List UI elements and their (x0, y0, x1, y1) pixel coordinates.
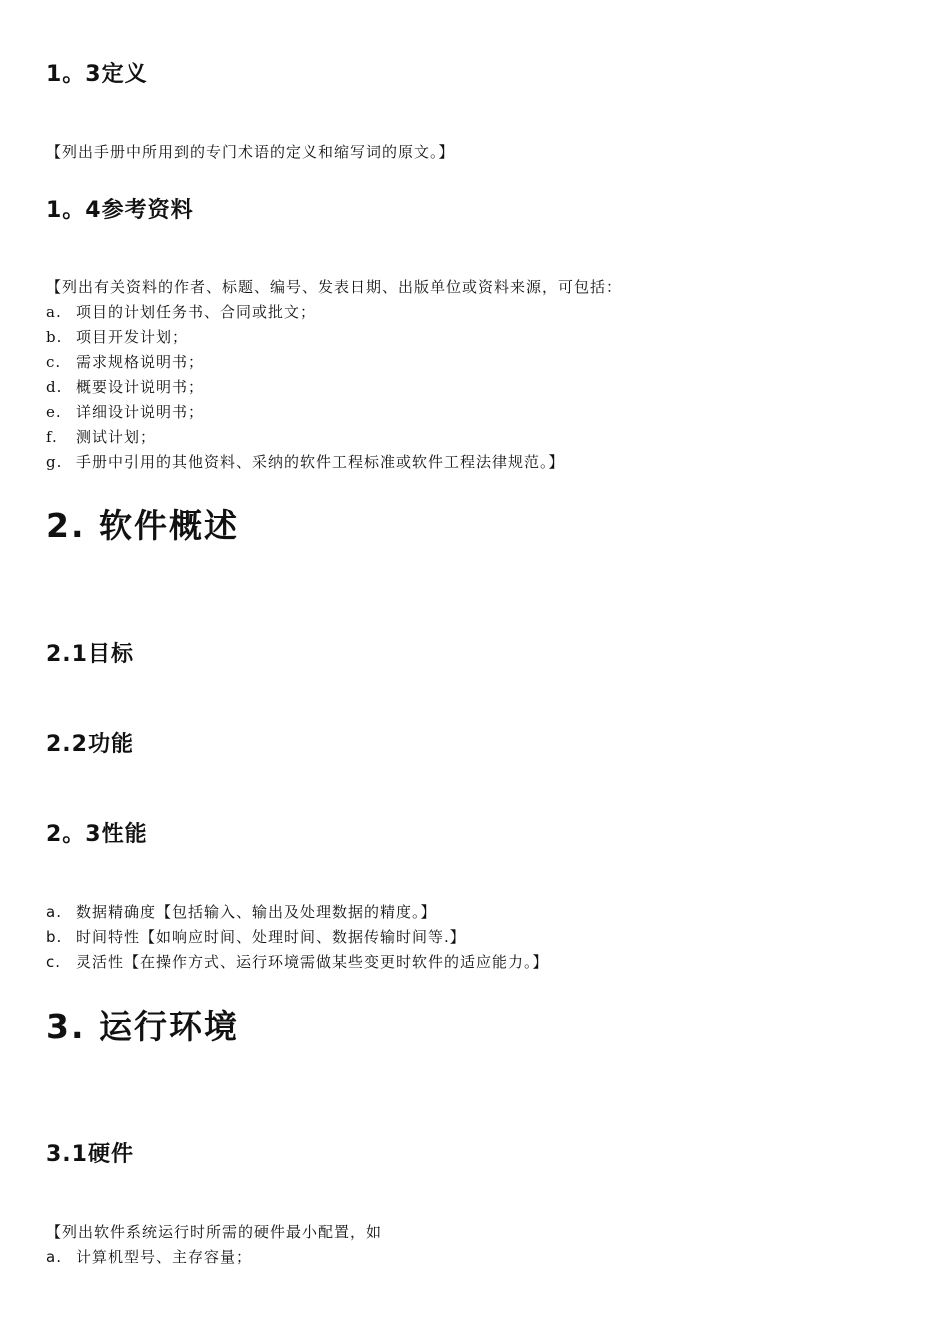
list-item-text: 项目的计划任务书、合同或批文； (76, 303, 317, 321)
list-item-text: 概要设计说明书； (76, 378, 205, 396)
list-item (46, 375, 622, 400)
performance-list (46, 900, 549, 975)
list-marker: e. (46, 403, 62, 421)
definitions-note: 【列出手册中所用到的专门术语的定义和缩写词的原文。】 (46, 143, 455, 161)
list-marker: c. (46, 353, 62, 371)
list-marker: a. (46, 303, 62, 321)
heading-2: 2. 软件概述 (46, 506, 239, 545)
heading-2-1: 2.1目标 (46, 642, 134, 667)
list-item (46, 450, 622, 475)
heading-2-3: 2。3性能 (46, 822, 148, 847)
heading-1-3: 1。3定义 (46, 62, 148, 87)
list-marker: g. (46, 453, 63, 471)
references-block (46, 275, 622, 475)
list-item (46, 300, 622, 325)
list-item (46, 350, 622, 375)
list-item (46, 400, 622, 425)
references-list (46, 300, 622, 475)
list-item-text: 数据精确度【包括输入、输出及处理数据的精度。】 (76, 903, 437, 921)
list-item-text: 计算机型号、主存容量； (76, 1248, 253, 1266)
list-marker: a. (46, 1248, 62, 1266)
list-item-text: 测试计划； (76, 428, 157, 446)
list-item-text: 需求规格说明书； (76, 353, 205, 371)
list-marker: b. (46, 328, 63, 346)
list-marker: c. (46, 953, 62, 971)
heading-1-4: 1。4参考资料 (46, 198, 194, 223)
heading-3: 3. 运行环境 (46, 1007, 239, 1046)
list-marker: f. (46, 428, 58, 446)
list-item-text: 详细设计说明书； (76, 403, 205, 421)
list-item (46, 950, 549, 975)
heading-2-2: 2.2功能 (46, 732, 134, 757)
hardware-list (46, 1245, 382, 1270)
list-item-text: 项目开发计划； (76, 328, 189, 346)
list-item-text: 手册中引用的其他资料、采纳的软件工程标准或软件工程法律规范。】 (76, 453, 565, 471)
references-intro: 【列出有关资料的作者、标题、编号、发表日期、出版单位或资料来源，可包括： (46, 278, 623, 296)
heading-3-1: 3.1硬件 (46, 1142, 134, 1167)
hardware-intro: 【列出软件系统运行时所需的硬件最小配置，如 (46, 1223, 383, 1241)
list-item (46, 925, 549, 950)
list-item (46, 1245, 382, 1270)
list-marker: b. (46, 928, 63, 946)
list-item (46, 425, 622, 450)
list-marker: d. (46, 378, 63, 396)
list-item-text: 时间特性【如响应时间、处理时间、数据传输时间等.】 (76, 928, 466, 946)
list-item-text: 灵活性【在操作方式、运行环境需做某些变更时软件的适应能力。】 (76, 953, 549, 971)
list-item (46, 900, 549, 925)
list-marker: a. (46, 903, 62, 921)
list-item (46, 325, 622, 350)
hardware-block (46, 1220, 382, 1270)
